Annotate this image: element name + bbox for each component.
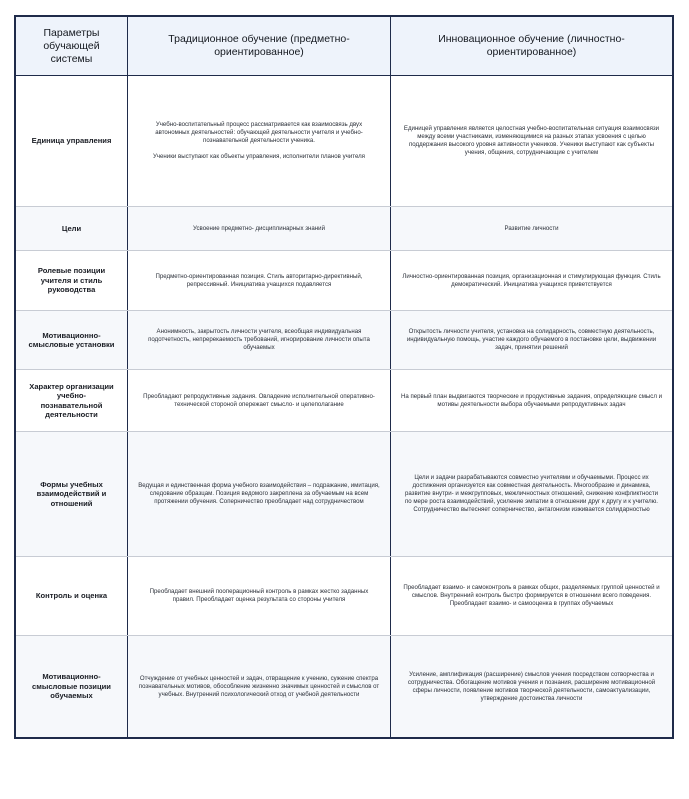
table-row-motivational-attitudes: [16, 311, 672, 370]
row-parameter: Контроль и оценка: [16, 557, 128, 635]
row-traditional-text: Учебно-воспитательный процесс рассматривается как взаимосвязь двух автономных деятельностей: обучающей деятельности учителя и учебно-познавательной деятельности ученика.: [155, 121, 363, 144]
row-traditional: Предметно-ориентированная позиция. Стиль авторитарно-директивный, репрессивный. Инициатива учащихся подавляется: [128, 251, 391, 310]
row-traditional: Отчуждение от учебных ценностей и задач, отвращение к учению, сужение спектра познавательных мотивов, обособление жизненно значимых ценностей и смыслов от учебных. Внутренний психологический отход от учебной деятельности: [128, 636, 391, 737]
table-row-teacher-roles: [16, 251, 672, 311]
row-traditional: Усвоение предметно- дисциплинарных знаний: [128, 207, 391, 250]
row-innovative: Личностно-ориентированная позиция, организационная и стимулирующая функция. Стиль демократический. Инициатива учащихся приветствуется: [402, 272, 661, 288]
row-parameter: Единица управления: [16, 76, 128, 206]
row-traditional: Преобладает внешний пооперационный контроль в рамках жестко заданных правил. Преобладает оценка результата со стороны учителя: [128, 557, 391, 635]
row-parameter: Ролевые позиции учителя и стиль руководства: [16, 251, 128, 310]
table-row-control-assessment: [16, 557, 672, 636]
table-row-learner-positions: [16, 636, 672, 737]
table-row-goals: [16, 207, 672, 251]
row-innovative: Открытость личности учителя, установка на солидарность, совместную деятельность, индивидуальную помощь, участие каждого обучаемого в постановке цели, выдвижении задач, принятии решений: [406, 328, 657, 351]
row-innovative: На первый план выдвигаются творческие и продуктивные задания, определяющие смысл и мотивы деятельности выбора обучаемыми репродуктивных задач: [401, 392, 662, 408]
row-parameter: Мотивационно-смысловые позиции обучаемых: [16, 636, 128, 737]
table-row-control-unit: [16, 76, 672, 207]
row-traditional: Преобладают репродуктивные задания. Овладение исполнительной оперативно-технической стороной опережает смысло- и целеполагание: [128, 370, 391, 431]
row-parameter: Формы учебных взаимодействий и отношений: [16, 432, 128, 556]
row-parameter: Мотивационно-смысловые установки: [16, 311, 128, 369]
row-innovative: Цели и задачи разрабатываются совместно учителями и обучаемыми. Процесс их достижения организуется как совместная деятельность. Многообразие и динамика, развитие внутри- и межгрупповых, межличностных отношений, снижение конфликтности по мере роста взаимодействий, усиление эмпатии в отношении друг к другу и к учителю. Сотрудничество вытесняет соперничество, антагонизм изживается солидарностью: [404, 474, 659, 513]
row-parameter: Характер организации учебно-познавательной деятельности: [16, 370, 128, 431]
comparison-table: [14, 15, 674, 739]
header-parameters: Параметры обучающей системы: [16, 17, 128, 75]
row-traditional: [128, 76, 391, 206]
header-innovative: Инновационное обучение (личностно-ориентированное): [438, 33, 625, 58]
table-row-activity-organization: [16, 370, 672, 432]
row-innovative: Усиление, амплификация (расширение) смыслов учения посредством сотворчества и сотрудничества. Обогащение мотивов учения и познания, расширение мотивационной сферы личности, появление мотивов творческой деятельности, самоактуализации, утверждение достоинства личности: [407, 670, 656, 702]
row-innovative: Преобладает взаимо- и самоконтроль в рамках общих, разделяемых группой ценностей и смыслов. Внутренний контроль быстро формируется в отношении всего поведения. Преобладает взаимо- и самооценка в группах обучаемых: [403, 584, 660, 607]
table-header-row: [16, 17, 672, 76]
header-traditional: Традиционное обучение (предметно-ориентированное): [128, 17, 391, 75]
row-innovative: Развитие личности: [504, 224, 559, 232]
row-traditional: Анонимность, закрытость личности учителя, всеобщая индивидуальная подотчетность, непререкаемость требований, игнорирование личности опыта обучаемых: [128, 311, 391, 369]
row-traditional: Ведущая и единственная форма учебного взаимодействия – подражание, имитация, следование образцам. Позиция ведомого закреплена за обучаемым на всем протяжении обучения. Соперничество преобладает над сотрудничеством: [128, 432, 391, 556]
row-innovative: Единицей управления является целостная учебно-воспитательная ситуация взаимосвязи между всеми участниками, изменяющимися на разных этапах усвоения с целью поддержания высокого уровня активности учеников. Ученики выступают как субъекты учения, общения, сотрудничающие с учителем: [403, 125, 660, 156]
row-traditional-text-2: Ученики выступают как объекты управления, исполнители планов учителя: [152, 153, 365, 160]
row-parameter: Цели: [16, 207, 128, 250]
table-row-interaction-forms: [16, 432, 672, 557]
